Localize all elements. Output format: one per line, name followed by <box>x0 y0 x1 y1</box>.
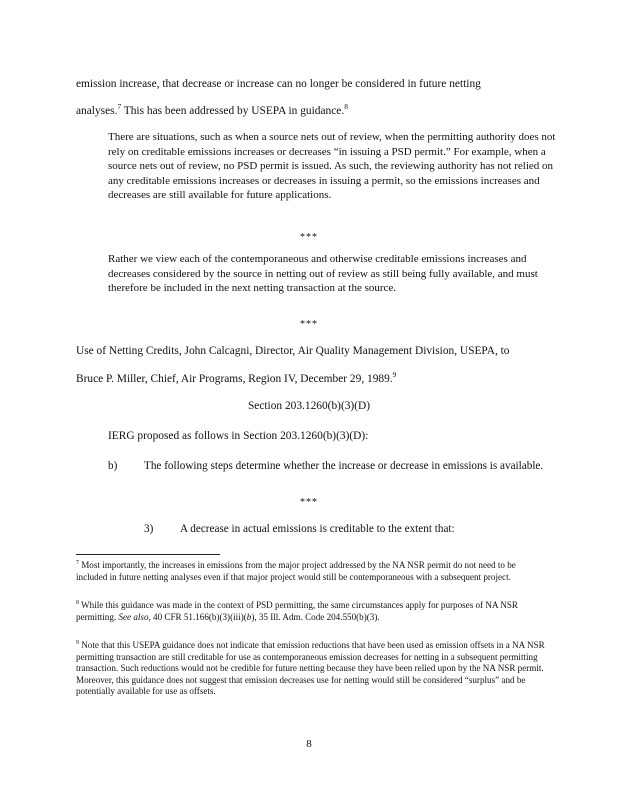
citation-text: Bruce P. Miller, Chief, Air Programs, Region IV, December 29, 1989. <box>76 373 393 385</box>
footnote-7-text: Most importantly, the increases in emissions from the major project addressed by the NA NSR permit do not need to be included in future netting analyses even if that major project would still be contemporaneous with a subsequent project. <box>76 560 516 582</box>
footnote-separator <box>76 554 220 555</box>
list-text-3: A decrease in actual emissions is creditable to the extent that: <box>180 523 455 535</box>
footnote-9 <box>76 640 548 698</box>
footnote-7 <box>76 560 548 583</box>
footnote-ref-9[interactable]: 9 <box>392 370 397 380</box>
footnote-ref-7[interactable]: 7 <box>117 102 122 112</box>
footnote-mark-7: 7 <box>76 559 79 566</box>
citation-line-1: Use of Netting Credits, John Calcagni, Director, Air Quality Management Division, USEPA, to <box>76 345 510 357</box>
page-number: 8 <box>306 738 312 750</box>
ellipsis-stars-2: *** <box>300 319 318 330</box>
footnote-8-see-also: See also <box>118 611 149 622</box>
footnote-8-text-a: While this guidance was made in the context of PSD permitting, the same circumstances apply for purposes of NA NSR permitting. <box>76 600 518 622</box>
ellipsis-stars-1: *** <box>300 232 318 243</box>
body-text-fragment: analyses. <box>76 105 118 117</box>
footnote-8-text-b: , 40 CFR 51.166(b)(3)(iii)( <box>148 611 247 622</box>
section-heading: Section 203.1260(b)(3)(D) <box>247 400 371 412</box>
footnote-ref-8[interactable]: 8 <box>344 102 348 112</box>
footnote-9-text: Note that this USEPA guidance does not indicate that emission reductions that have been used as emission offsets in a NA NSR permitting transaction are still creditable for use as contemporaneous emission decreases for netting in a subsequent permitting transaction. Such reductions would not be credible for future netting because they have been relied upon by the NA NSR permit. Moreover, this guidance does not suggest that emission decreases use for netting would still be considered “surplus” and be potentially available for use as offsets. <box>76 640 545 697</box>
block-quote-2: Rather we view each of the contemporaneous and otherwise creditable emissions increases and decreases considered by the source in netting out of review as still being fully available, and must therefore be included in the next netting transaction at the source. <box>108 253 538 295</box>
footnote-mark-9: 9 <box>76 639 79 646</box>
body-text-fragment: This has been addressed by USEPA in guidance. <box>121 105 345 117</box>
proposal-intro: IERG proposed as follows in Section 203.1260(b)(3)(D): <box>108 430 369 442</box>
citation-line-2 <box>76 372 556 386</box>
footnote-8-text-c: ), 35 Ill. Adm. Code 204.550(b)(3). <box>251 611 380 622</box>
block-quote-1: There are situations, such as when a source nets out of review, when the permitting authority does not rely on creditable emissions increases or decreases “in issuing a PSD permit.” For example, when a source nets out of review, no PSD permit is issued. As such, the reviewing authority has not relied on any creditable emissions increases or decreases in issuing a permit, so the emissions increases and decreases are still available for future applications. <box>108 131 556 202</box>
list-label-3: 3) <box>144 523 154 535</box>
body-text-line-1: emission increase, that decrease or increase can no longer be considered in future netting <box>76 78 481 90</box>
list-label-b: b) <box>108 460 118 472</box>
footnote-mark-8: 8 <box>76 599 79 606</box>
ellipsis-stars-3: *** <box>300 497 318 508</box>
footnote-8-italic-b: b <box>246 611 252 622</box>
body-text-line-2 <box>76 104 556 118</box>
footnote-8 <box>76 600 548 623</box>
list-text-b: The following steps determine whether the increase or decrease in emissions is available. <box>144 460 544 472</box>
